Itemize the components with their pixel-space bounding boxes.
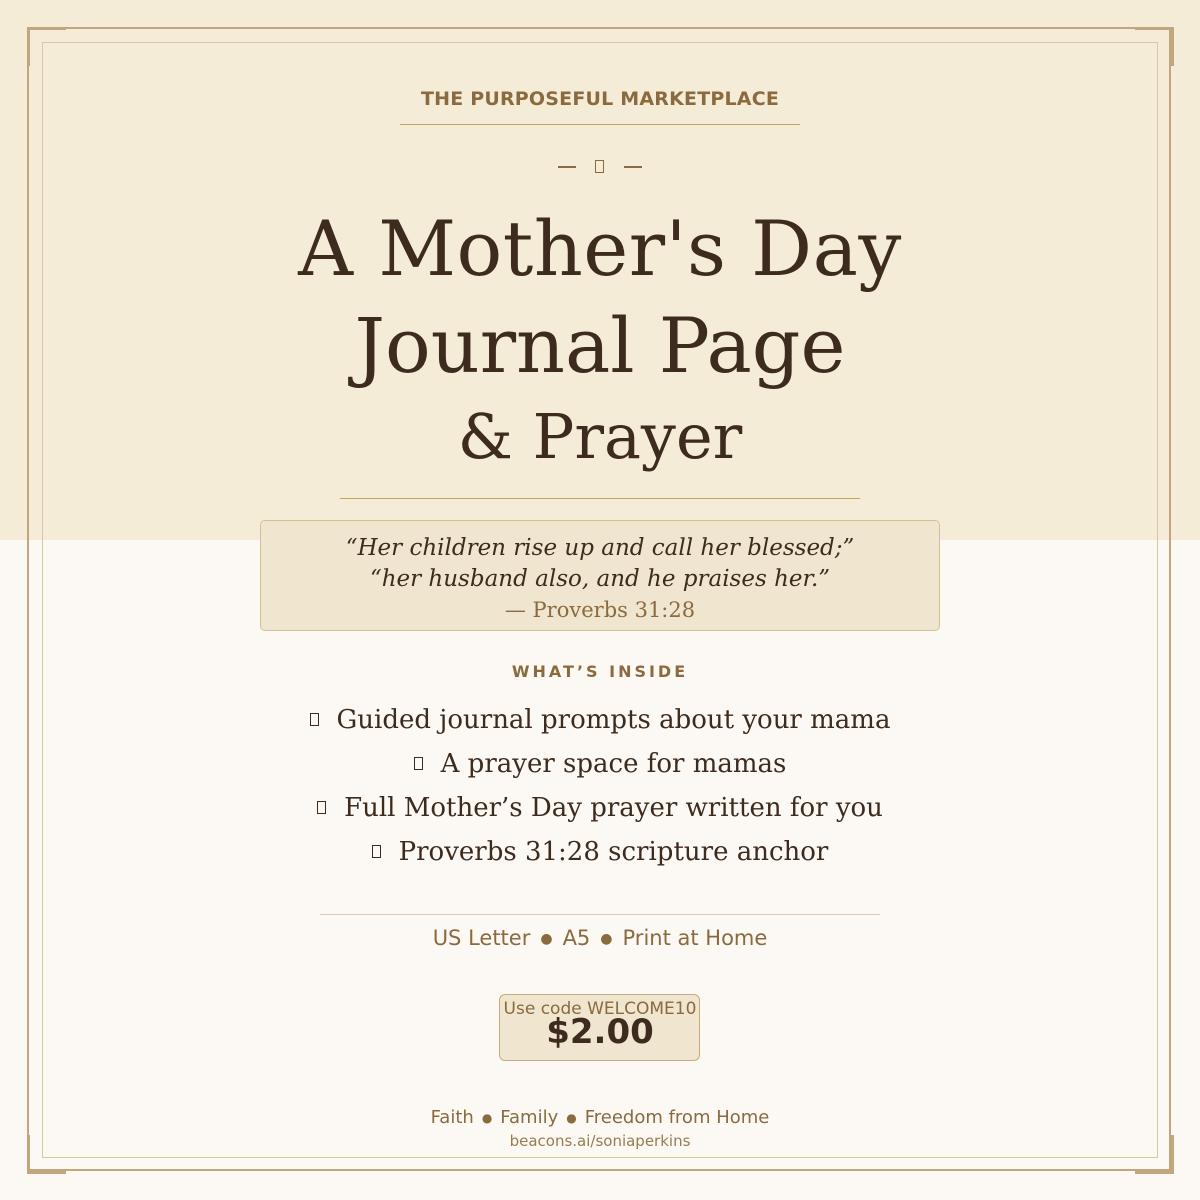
ornament-box xyxy=(595,160,604,173)
promo-code-text: Use code WELCOME10 xyxy=(503,999,697,1019)
checkbox-icon xyxy=(310,713,319,726)
feature-text: Proverbs 31:28 scripture anchor xyxy=(398,837,829,867)
quote-reference: — Proverbs 31:28 xyxy=(504,598,696,622)
website-link[interactable]: beacons.ai/soniaperkins xyxy=(509,1132,691,1150)
tagline-item: Faith xyxy=(430,1107,474,1128)
list-item xyxy=(0,788,1200,832)
format-item: Print at Home xyxy=(622,926,768,950)
bullet-icon: ● xyxy=(540,931,553,947)
price-amount: $2.00 xyxy=(546,1012,654,1052)
title-line-3: & Prayer xyxy=(457,400,743,473)
feature-text: Full Mother’s Day prayer written for you xyxy=(344,793,883,823)
feature-list xyxy=(0,700,1200,876)
tagline-item: Freedom from Home xyxy=(584,1107,770,1128)
checkbox-icon xyxy=(414,757,423,770)
title-divider xyxy=(340,498,860,499)
tagline-item: Family xyxy=(500,1107,559,1128)
list-item xyxy=(0,700,1200,744)
tagline xyxy=(0,1107,1200,1128)
ornament-icon xyxy=(556,156,646,178)
format-item: US Letter xyxy=(432,926,531,950)
quote-line-2: “her husband also, and he praises her.” xyxy=(369,566,831,592)
brand-name: THE PURPOSEFUL MARKETPLACE xyxy=(420,88,780,110)
quote-line-1: “Her children rise up and call her blessed;” xyxy=(345,535,855,561)
corner-ornament xyxy=(1135,27,1174,66)
list-item xyxy=(0,744,1200,788)
title-line-1: A Mother's Day xyxy=(298,204,902,293)
section-heading: WHAT’S INSIDE xyxy=(511,662,689,681)
corner-ornament xyxy=(27,27,66,66)
format-options xyxy=(0,926,1200,950)
feature-text: A prayer space for mamas xyxy=(440,749,787,779)
ornament-dash xyxy=(558,166,576,168)
checkbox-icon xyxy=(372,845,381,858)
bullet-icon: ● xyxy=(566,1111,577,1125)
feature-text: Guided journal prompts about your mama xyxy=(336,705,891,735)
brand-divider xyxy=(400,124,800,125)
checkbox-icon xyxy=(317,801,326,814)
list-item xyxy=(0,832,1200,876)
ornament-dash xyxy=(624,166,642,168)
format-item: A5 xyxy=(562,926,591,950)
bullet-icon: ● xyxy=(600,931,613,947)
title-line-2: Journal Page xyxy=(354,301,846,390)
bullet-icon: ● xyxy=(481,1111,493,1125)
format-divider xyxy=(320,914,880,915)
